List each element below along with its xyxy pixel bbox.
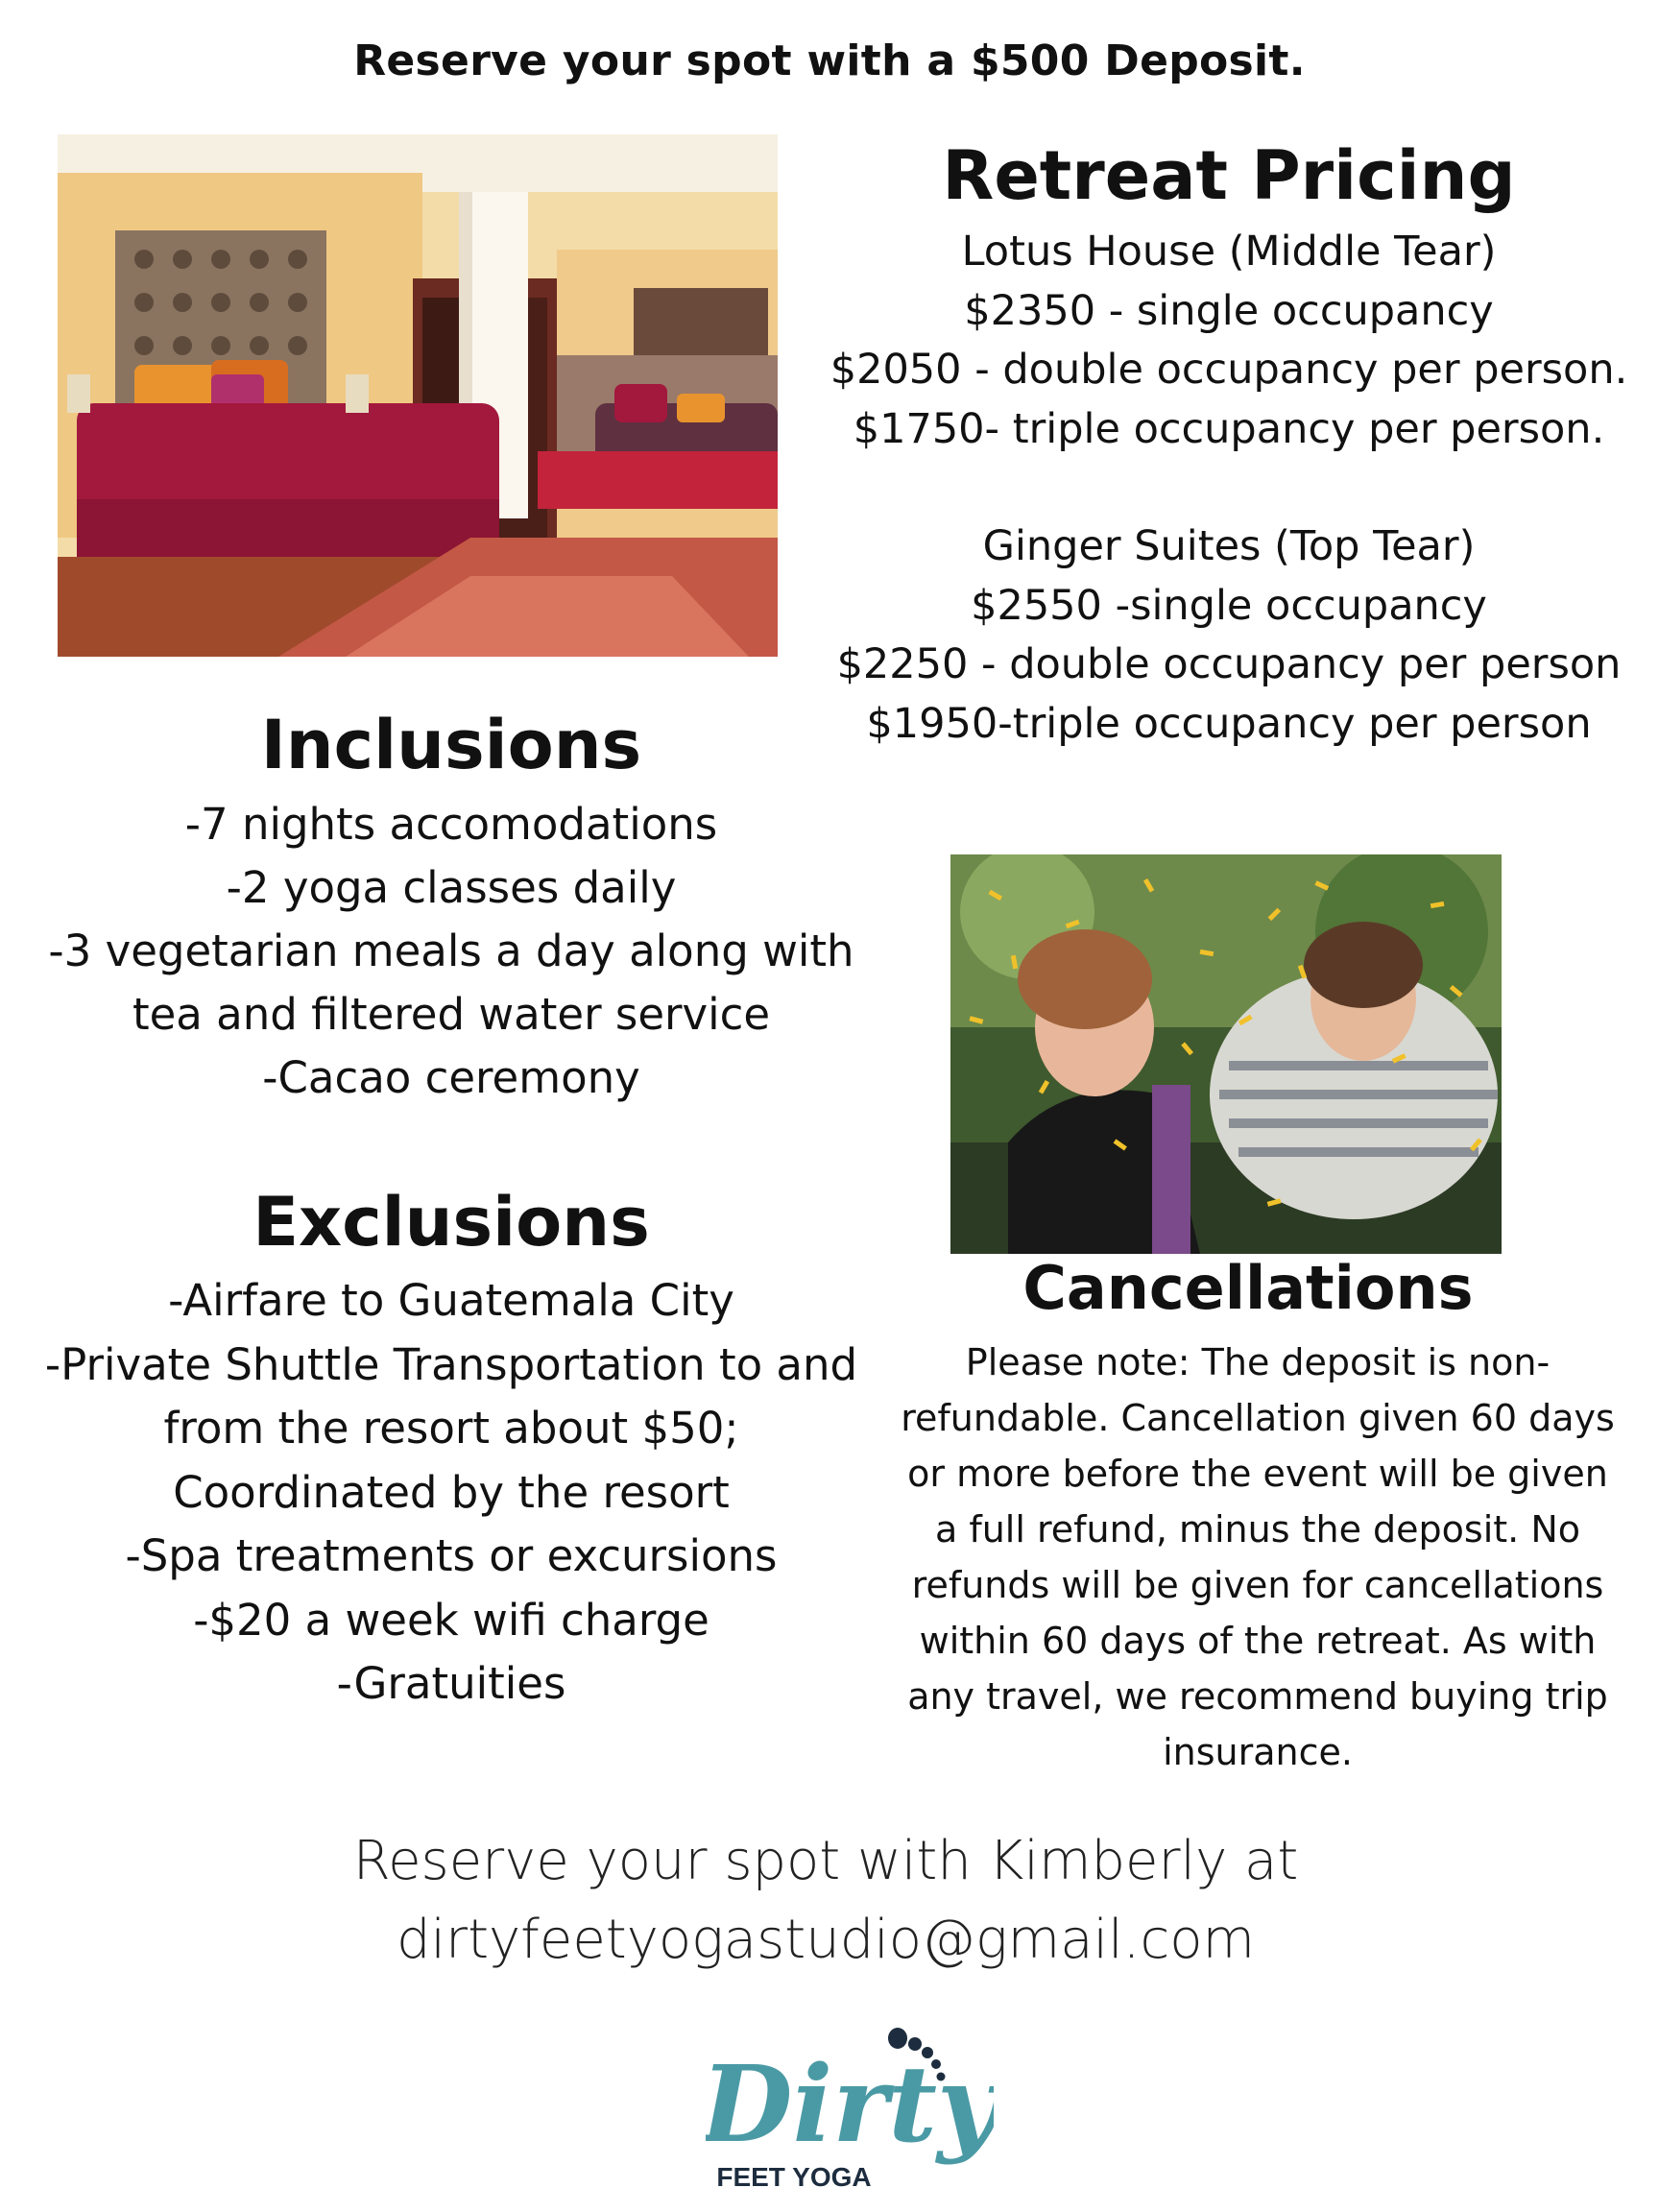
footprint-logo-icon bbox=[706, 2021, 994, 2203]
cancellation-line: refundable. Cancellation given 60 days bbox=[901, 1397, 1615, 1439]
logo-subtitle: FEET YOGA bbox=[716, 2162, 872, 2192]
ginger-double-price: $2250 - double occupancy per person bbox=[836, 640, 1622, 688]
ginger-triple-price: $1950-triple occupancy per person bbox=[866, 699, 1592, 748]
cancellation-line: any travel, we recommend buying trip bbox=[907, 1675, 1608, 1718]
cancellations-title: Cancellations bbox=[1022, 1253, 1474, 1323]
reserve-contact bbox=[58, 1822, 1594, 1980]
lotus-double-price: $2050 - double occupancy per person. bbox=[830, 346, 1628, 394]
lotus-single-price: $2350 - single occupancy bbox=[964, 286, 1494, 335]
exclusions-list bbox=[29, 1269, 874, 1717]
cancellation-line: or more before the event will be given bbox=[907, 1453, 1608, 1495]
pricing-title: Retreat Pricing bbox=[942, 136, 1516, 215]
yoga-photo bbox=[950, 854, 1502, 1254]
exclusion-item: Coordinated by the resort bbox=[173, 1466, 730, 1518]
cancellation-line: within 60 days of the retreat. As with bbox=[919, 1620, 1597, 1662]
bedroom-photo bbox=[58, 134, 778, 657]
bedroom-illustration bbox=[58, 134, 778, 657]
inclusion-item: -2 yoga classes daily bbox=[226, 862, 677, 913]
exclusion-item: from the resort about $50; bbox=[163, 1403, 739, 1454]
inclusion-item: tea and filtered water service bbox=[132, 989, 771, 1040]
ginger-single-price: $2550 -single occupancy bbox=[971, 581, 1487, 630]
cancellations-body bbox=[888, 1334, 1627, 1780]
contact-email-link[interactable]: dirtyfeetyogastudio@gmail.com bbox=[396, 1909, 1256, 1971]
inclusion-item: -3 vegetarian meals a day along with bbox=[48, 926, 854, 976]
deposit-banner: Reserve your spot with a $500 Deposit. bbox=[353, 36, 1306, 85]
pricing-block bbox=[826, 223, 1632, 754]
reserve-text: Reserve your spot with Kimberly at bbox=[352, 1830, 1299, 1892]
yoga-illustration bbox=[950, 854, 1502, 1254]
inclusions-title: Inclusions bbox=[260, 706, 642, 784]
exclusion-item: -Private Shuttle Transportation to and bbox=[44, 1338, 858, 1390]
inclusion-item: -7 nights accomodations bbox=[184, 799, 718, 850]
inclusion-item: -Cacao ceremony bbox=[262, 1052, 640, 1103]
exclusion-item: -Gratuities bbox=[336, 1658, 566, 1709]
exclusion-item: -Airfare to Guatemala City bbox=[168, 1275, 734, 1326]
inclusions-list bbox=[29, 793, 874, 1110]
lotus-triple-price: $1750- triple occupancy per person. bbox=[853, 404, 1605, 453]
lotus-house-heading: Lotus House (Middle Tear) bbox=[961, 228, 1497, 276]
dirty-feet-yoga-logo bbox=[706, 2021, 994, 2203]
ginger-suites-heading: Ginger Suites (Top Tear) bbox=[982, 522, 1476, 570]
exclusions-title: Exclusions bbox=[252, 1183, 650, 1262]
cancellation-line: insurance. bbox=[1163, 1731, 1353, 1773]
exclusion-item: -$20 a week wifi charge bbox=[193, 1594, 709, 1646]
cancellation-line: a full refund, minus the deposit. No bbox=[934, 1508, 1581, 1551]
exclusion-item: -Spa treatments or excursions bbox=[125, 1530, 778, 1581]
cancellation-line: refunds will be given for cancellations bbox=[911, 1564, 1604, 1606]
logo-word: Dirty bbox=[706, 2042, 994, 2166]
cancellation-line: Please note: The deposit is non- bbox=[965, 1341, 1551, 1383]
